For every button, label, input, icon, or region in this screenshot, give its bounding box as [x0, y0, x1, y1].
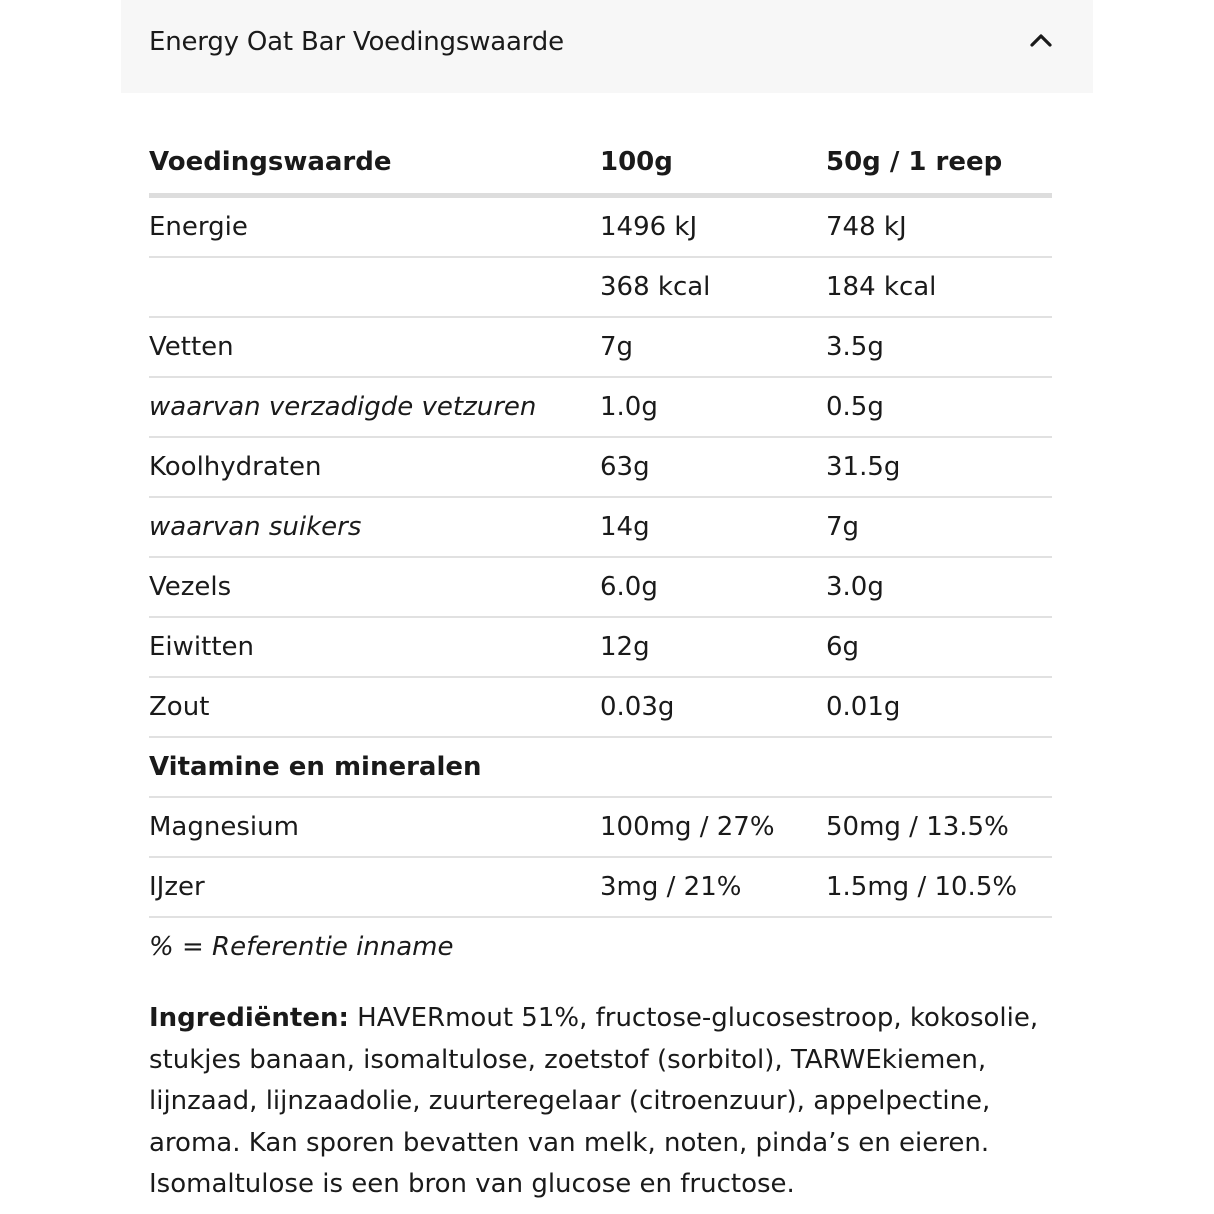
value-per-serving: 50mg / 13.5%	[826, 797, 1052, 857]
nutrient-label: Koolhydraten	[149, 437, 600, 497]
nutrient-label: Vitamine en mineralen	[149, 737, 600, 797]
value-per-100g: 0.03g	[600, 677, 826, 737]
table-row	[149, 437, 1052, 497]
value-per-100g	[600, 917, 826, 976]
nutrient-label: Energie	[149, 196, 600, 258]
table-row	[149, 737, 1052, 797]
table-row	[149, 677, 1052, 737]
value-per-serving: 3.5g	[826, 317, 1052, 377]
value-per-100g: 7g	[600, 317, 826, 377]
nutrient-label: Vezels	[149, 557, 600, 617]
nutrient-label: waarvan verzadigde vetzuren	[149, 377, 600, 437]
value-per-100g: 63g	[600, 437, 826, 497]
value-per-serving	[826, 737, 1052, 797]
nutrient-label: waarvan suikers	[149, 497, 600, 557]
value-per-100g: 1496 kJ	[600, 196, 826, 258]
value-per-100g: 6.0g	[600, 557, 826, 617]
value-per-serving: 0.5g	[826, 377, 1052, 437]
value-per-100g: 3mg / 21%	[600, 857, 826, 917]
value-per-100g: 368 kcal	[600, 257, 826, 317]
ingredients-text	[149, 998, 1059, 1206]
table-row	[149, 857, 1052, 917]
table-row	[149, 196, 1052, 258]
table-row	[149, 917, 1052, 976]
value-per-serving: 31.5g	[826, 437, 1052, 497]
nutrient-label: Vetten	[149, 317, 600, 377]
nutrient-label: Magnesium	[149, 797, 600, 857]
value-per-100g	[600, 737, 826, 797]
ingredients-list: HAVERmout 51%, fructose-glucosestroop, kokosolie, stukjes banaan, isomaltulose, zoetstof (sorbitol), TARWEkiemen, lijnzaad, lijnzaadolie, zuurteregelaar (citroenzuur), appelpectine, aroma. Kan sporen bevatten van melk, noten, pinda’s en eieren. Isomaltulose is een bron van glucose en fructose.	[149, 1003, 1039, 1199]
value-per-serving: 6g	[826, 617, 1052, 677]
value-per-serving: 748 kJ	[826, 196, 1052, 258]
ingredients-label: Ingrediënten:	[149, 1003, 349, 1033]
accordion-title: Energy Oat Bar Voedingswaarde	[149, 27, 564, 57]
column-header-per-serving: 50g / 1 reep	[826, 131, 1052, 196]
table-row	[149, 797, 1052, 857]
nutrition-accordion	[121, 0, 1093, 1214]
nutrient-label: Eiwitten	[149, 617, 600, 677]
table-row	[149, 617, 1052, 677]
table-header-row	[149, 131, 1052, 196]
value-per-serving	[826, 917, 1052, 976]
table-row	[149, 257, 1052, 317]
value-per-100g: 100mg / 27%	[600, 797, 826, 857]
value-per-serving: 0.01g	[826, 677, 1052, 737]
value-per-serving: 1.5mg / 10.5%	[826, 857, 1052, 917]
value-per-serving: 3.0g	[826, 557, 1052, 617]
value-per-serving: 7g	[826, 497, 1052, 557]
table-row	[149, 317, 1052, 377]
value-per-100g: 12g	[600, 617, 826, 677]
table-row	[149, 377, 1052, 437]
nutrient-label	[149, 257, 600, 317]
chevron-up-icon[interactable]	[1027, 26, 1055, 54]
table-row	[149, 557, 1052, 617]
nutrient-label: % = Referentie inname	[149, 932, 454, 962]
accordion-header[interactable]	[121, 0, 1093, 93]
column-header-nutrient: Voedingswaarde	[149, 131, 600, 196]
column-header-per-100g: 100g	[600, 131, 826, 196]
value-per-serving: 184 kcal	[826, 257, 1052, 317]
value-per-100g: 14g	[600, 497, 826, 557]
value-per-100g: 1.0g	[600, 377, 826, 437]
nutrition-table	[149, 131, 1052, 976]
nutrient-label: IJzer	[149, 857, 600, 917]
nutrient-label: Zout	[149, 677, 600, 737]
table-row	[149, 497, 1052, 557]
accordion-body	[121, 93, 1093, 1214]
